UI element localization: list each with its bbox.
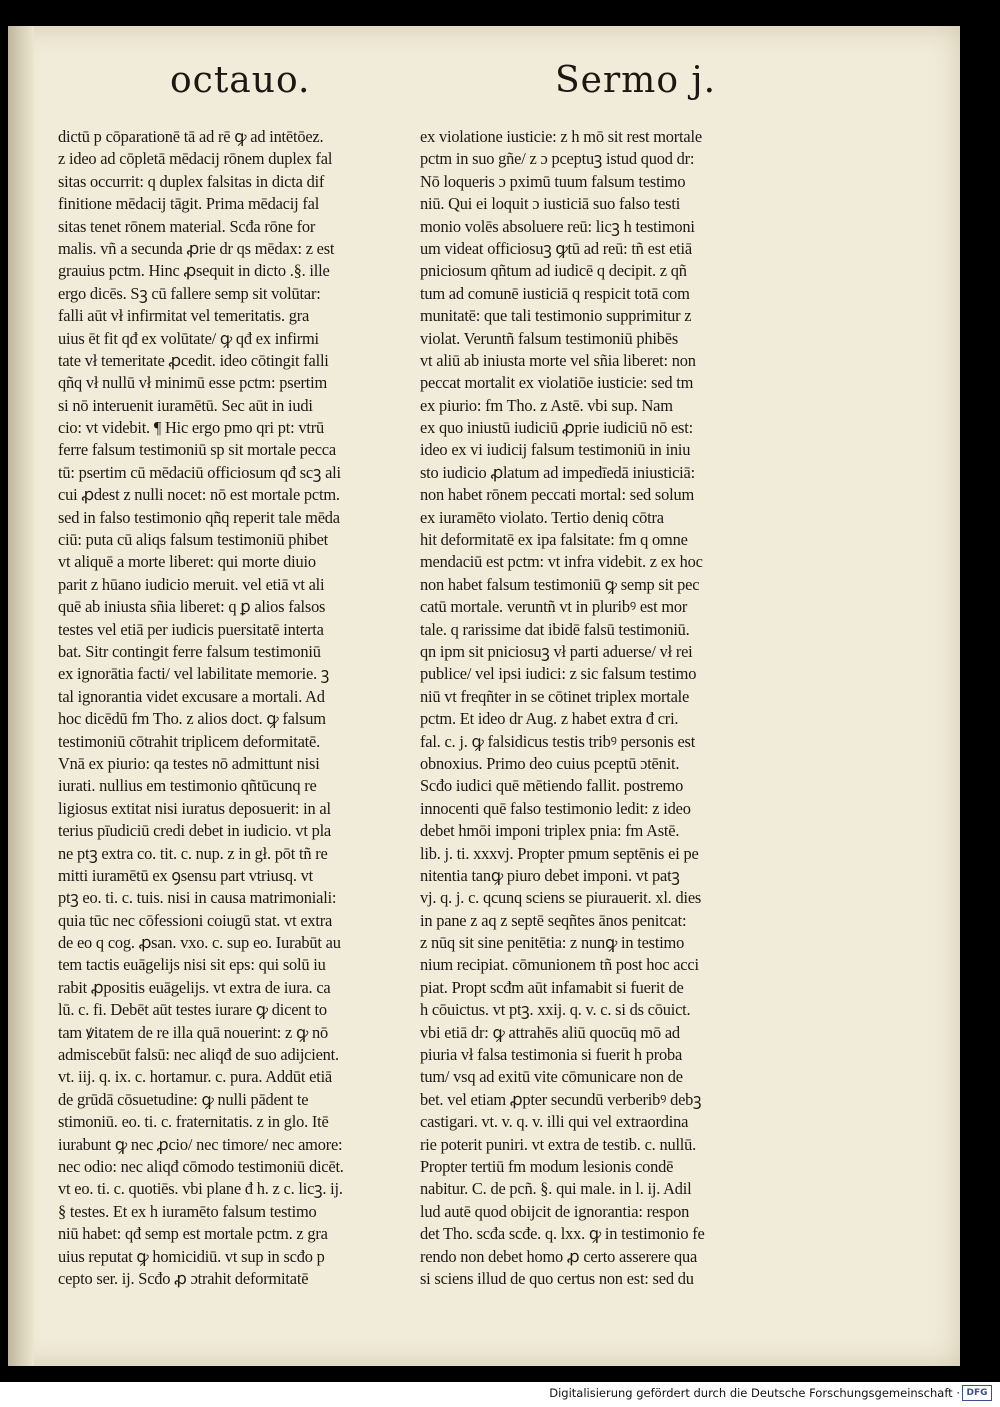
text-line: quia tūc nec cōfessioni coiugū stat. vt extra [58,910,333,930]
text-line: piuria vł falsa testimonia si fuerit h proba [420,1045,683,1065]
text-line: pniciosum qñtum ad iudicē q decipit. z qñ [420,261,687,281]
text-line: innocenti quē falso testimonio ledit: z ideo [420,798,691,818]
text-line: ferre falsum testimoniū sp sit mortale pecca [58,440,336,460]
text-line: violat. Veruntñ falsum testimoniū phibēs [420,328,679,348]
text-line: quē ab iniusta sñia liberet: q ꝑ alios falsos [58,597,326,617]
text-line: hit deformitatē ex ipa falsitate: fm q omne [420,530,688,550]
text-line: parit z hūano iudicio meruit. vel etiā vt ali [58,574,325,594]
text-line: Nō loqueris ɔ pximū tuum falsum testimo [420,171,686,191]
text-line: Scđo iudici quē mētiendo fallit. postremo [420,776,684,796]
text-line: non habet rōnem peccati mortal: sed solum [420,485,695,505]
text-line: tam ꝟitatem de re illa quā nouerint: z ꝙ nō [58,1022,329,1042]
text-line: debet hmōi imponi triplex pnia: fm Astē. [420,821,680,841]
text-line: ciū: puta cū aliqs falsum testimoniū phibet [58,530,328,550]
text-line: vt eo. ti. c. quotiēs. vbi plane đ h. z c. licꝫ. ij. [58,1179,343,1199]
text-line: mendaciū est pctm: vt infra videbit. z ex hoc [420,552,703,572]
text-line: sitas occurrit: q duplex falsitas in dicta dif [58,171,325,191]
text-line: catū mortale. veruntñ vt in pluribꝰ est mor [420,597,688,617]
text-line: si sciens illud de quo certus non est: sed du [420,1268,694,1288]
text-line: tū: psertim cū mēdaciū officiosum qđ scꝫ ali [58,462,341,482]
text-line: z ideo ad cōpletā mēdacij rōnem duplex fal [58,149,333,169]
text-line: nium recipiat. cōmunionem tñ post hoc acci [420,955,699,975]
text-line: non habet falsum testimoniū ꝙ semp sit pec [420,574,700,594]
text-line: nec odio: nec aliqđ cōmodo testimoniū dicēt. [58,1156,344,1176]
running-header-left: octauo. [170,60,311,101]
text-line: tale. q rarissime dat ibidē falsū testimoniū. [420,619,690,639]
text-line: peccat mortalit ex violatiōe iusticie: sed tm [420,373,694,393]
text-line: niū. Qui ei loquit ɔ iusticiā suo falso testi [420,194,681,214]
text-line: ex iuramēto violato. Tertio deniq cōtra [420,507,664,527]
text-line: admiscebūt falsū: nec aliqđ de suo adijcient. [58,1045,339,1065]
text-line: ideo ex vi iudicij falsum testimoniū in iniu [420,440,691,460]
text-line: tal ignorantia videt excusare a mortali. Ad [58,686,325,706]
text-line: lib. j. ti. xxxvj. Propter pmum septēnis ei pe [420,843,699,863]
text-line: ligiosus extitat nisi iuratus deposuerit: in al [58,798,331,818]
text-line: si nō interuenit iuramētū. Sec aūt in iudi [58,395,313,415]
text-line: fal. c. j. ꝙ falsidicus testis tribꝰ personis est [420,731,696,751]
text-line: munitatē: que tali testimonio supprimitur z [420,306,692,326]
text-line: rabit ꝓpositis euāgelijs. vt extra de iura. ca [58,977,331,997]
text-line: cepto ser. ij. Scđo ꝓ ɔtrahit deformitatē [58,1268,309,1288]
text-line: rie poterit puniri. vt extra de testib. c. nullū. [420,1134,697,1154]
text-line: sitas tenet rōnem material. Scđa rōne for [58,216,316,236]
text-line: vt. iij. q. ix. c. hortamur. c. pura. Addūt etiā [58,1067,332,1087]
text-line: vbi etiā dr: ꝙ attrahēs aliū quocūq mō ad [420,1022,680,1042]
page-binding-edge [8,26,34,1366]
text-line: vt aliquē a morte liberet: qui morte diuio [58,552,316,572]
text-line: h cōuictus. vt ptꝫ. xxij. q. v. c. si ds cōuict. [420,1000,691,1020]
funding-credit: Digitalisierung gefördert durch die Deutsche Forschungsgemeinschaft · [549,1386,960,1400]
text-line: testimoniū cōtrahit triplicem deformitatē. [58,731,320,751]
text-line: malis. vñ a secunda ꝓrie dr qs mēdax: z est [58,238,335,258]
text-line: de eo q cog. ꝓsan. vxo. c. sup eo. Iurabūt au [58,933,341,953]
text-line: hoc dicēdū fm Tho. z alios doct. ꝙ falsum [58,709,326,729]
text-line: nitentia tanꝙ piuro debet imponi. vt patꝫ [420,865,680,885]
text-line: falli aūt vł infirmitat vel temeritatis. gra [58,306,310,326]
text-line: sto iudicio ꝓlatum ad impedīedā iniusticiā: [420,462,695,482]
text-line: mitti iuramētū ex ꝯsensu part vtriusq. vt [58,865,313,885]
text-line: bat. Sitr contingit ferre falsum testimoniū [58,641,321,661]
text-line: obnoxius. Primo deo cuius pceptū ɔtēnit. [420,753,680,773]
text-line: lū. c. fi. Debēt aūt testes iurare ꝙ dicent to [58,1000,327,1020]
text-line: ptꝫ eo. ti. c. tuis. nisi in causa matrimoniali: [58,888,337,908]
text-line: ex quo iniustū iudiciū ꝓprie iudiciū nō est: [420,418,693,438]
text-line: sed in falso testimonio qñq reperit tale mēda [58,507,340,527]
text-line: tem tactis euāgelijs nisi sit eps: qui solū iu [58,955,326,975]
text-line: det Tho. scđa scđe. q. lxx. ꝙ in testimonio fe [420,1224,705,1244]
text-line: finitione mēdacij tāgit. Prima mēdacij fal [58,194,320,214]
text-line: iurabunt ꝙ nec ꝓcio/ nec timore/ nec amore: [58,1134,343,1154]
text-line: niū vt freqñter in se cōtinet triplex mortale [420,686,690,706]
text-line: de grūdā cōsuetudine: ꝙ nulli pādent te [58,1089,309,1109]
text-line: uius ēt fit qđ ex volūtate/ ꝙ qđ ex infirmi [58,328,319,348]
text-line: qn ipm sit pniciosuꝫ vł parti aduerse/ vł rei [420,641,693,661]
text-line: bet. vel etiam ꝓpter secundū verberibꝰ debꝫ [420,1089,702,1109]
text-line: ne ptꝫ extra co. tit. c. nup. z in gł. pōt tñ re [58,843,328,863]
text-line: terius pīudiciū credi debet in iudicio. vt pla [58,821,332,841]
text-line: in pane z aq z septē seqñtes ānos penitcat: [420,910,687,930]
text-line: ex violatione iusticie: z h mō sit rest mortale [420,127,702,146]
text-line: testes vel etiā per iudicis puersitatē interta [58,619,324,639]
text-line: tum/ vsq ad exitū vite cōmunicare non de [420,1067,683,1087]
text-line: pctm. Et ideo dr Aug. z habet extra đ cri. [420,709,679,729]
text-column-left [58,126,418,1290]
text-line: ex ignorātia facti/ vel labilitate memorie. ꝫ [58,664,330,684]
text-line: z nūq sit sine penitētia: z nunꝙ in testimo [420,933,685,953]
text-line: iurati. nullius em testimonio qñtūcunq re [58,776,317,796]
text-line: castigari. vt. v. q. v. illi qui vel extraordina [420,1112,689,1132]
dfg-logo: DFG [962,1385,992,1401]
text-line: monio volēs absoluere reū: licꝫ h testimoni [420,216,695,236]
text-line: vt aliū ab iniusta morte vel sñia liberet: non [420,350,696,370]
text-line: rendo non debet homo ꝓ certo asserere qua [420,1246,698,1266]
text-line: dictū p cōparationē tā ad rē ꝙ ad intētōez. [58,127,324,146]
text-line: pctm in suo gñe/ z ɔ pceptuꝫ istud quod dr: [420,149,695,169]
text-line: tate vł temeritate ꝓcedit. ideo cōtingit falli [58,350,329,370]
text-line: § testes. Et ex h iuramēto falsum testimo [58,1201,317,1221]
text-line: nabitur. C. de pcñ. §. qui male. in l. ij. Adil [420,1179,692,1199]
text-line: publice/ vel ipsi iudici: z sic falsum testimo [420,664,697,684]
text-line: um videat officiosuꝫ ꝙtū ad reū: tñ est etiā [420,238,692,258]
text-line: Propter tertiū fm modum lesionis condē [420,1156,674,1176]
text-line: piat. Propt scđm aūt infamabit si fuerit de [420,977,684,997]
text-line: ex piurio: fm Tho. z Astē. vbi sup. Nam [420,395,673,415]
text-line: uius reputat ꝙ homicidiū. vt sup in scđo p [58,1246,325,1266]
text-line: niū habet: qđ semp est mortale pctm. z gra [58,1224,328,1244]
text-line: tum ad comunē iusticiā q respicit totā com [420,283,690,303]
text-line: stimoniū. eo. ti. c. fraternitatis. z in glo. Itē [58,1112,329,1132]
text-line: grauius pctm. Hinc ꝓsequit in dicto .§. ille [58,261,330,281]
text-line: vj. q. j. c. qcunq sciens se piurauerit. xl. dies [420,888,702,908]
text-line: qñq vł nullū vł minimū esse pctm: psertim [58,373,328,393]
text-line: lud autē quod obijcit de ignorantia: respon [420,1201,690,1221]
text-line: ergo dicēs. Sꝫ cū fallere semp sit volūtar: [58,283,321,303]
text-line: cio: vt videbit. ¶ Hic ergo pmo qri pt: vtrū [58,418,324,438]
running-header-right: Sermo j. [555,60,717,101]
text-line: Vnā ex piurio: qa testes nō admittunt nisi [58,753,320,773]
text-column-right [420,126,792,1290]
text-line: cui ꝓdest z nulli nocet: nō est mortale pctm. [58,485,340,505]
